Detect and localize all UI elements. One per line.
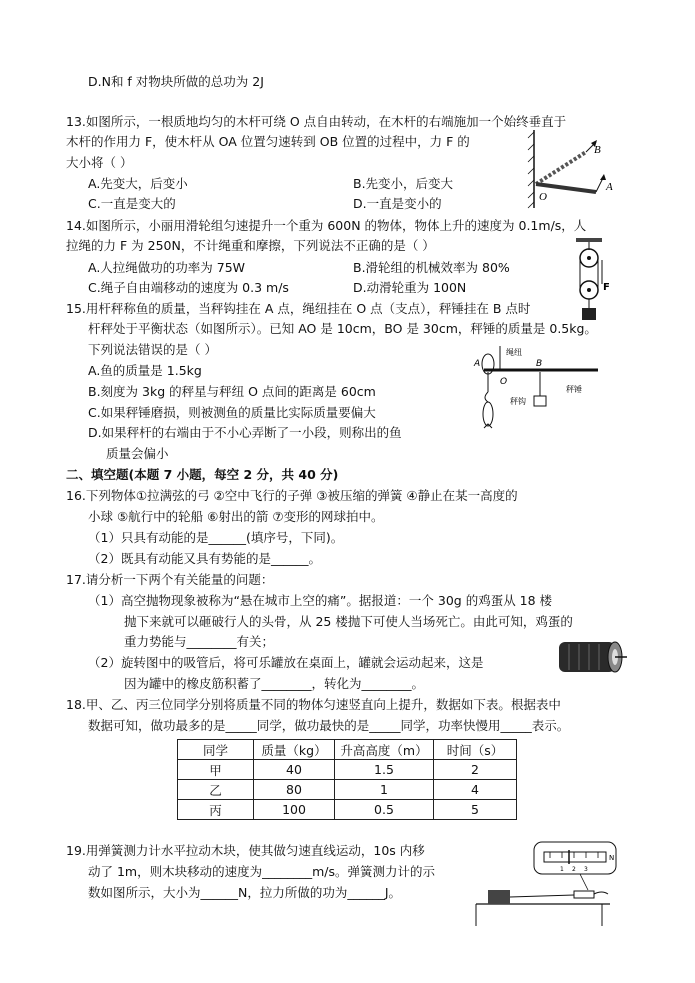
q16-sub-2: （2）既具有动能又具有势能的是______。 [88, 551, 321, 566]
q16-sub-1: （1）只具有动能的是______(填序号，下同)。 [88, 530, 344, 545]
table-cell: 80 [254, 780, 335, 800]
q16-stem-1: 16.下列物体①拉满弦的弓 ②空中飞行的子弹 ③被压缩的弹簧 ④静止在某一高度的 [66, 488, 518, 503]
table-cell: 5 [434, 800, 517, 820]
table-cell: 100 [254, 800, 335, 820]
q14-option-a: A.人拉绳做功的功率为 75W [88, 260, 246, 275]
table-header-cell: 升高高度（m） [335, 740, 434, 760]
table-row [178, 800, 517, 820]
q18-stem-1: 18.甲、乙、丙三位同学分别将质量不同的物体匀速竖直向上提升，数据如下表。根据表中 [66, 697, 561, 712]
q15-label-chenggou: 秤钩 [510, 397, 526, 406]
table-cell: 40 [254, 760, 335, 780]
q15-option-a: A.鱼的质量是 1.5kg [88, 363, 202, 378]
q13-stem-3: 大小将（ ） [66, 155, 133, 170]
q15-option-b: B.刻度为 3kg 的秤星与秤纽 O 点间的距离是 60cm [88, 384, 376, 399]
q15-stem-1: 15.用杆秤称鱼的质量，当秤钩挂在 A 点，绳纽挂在 O 点（支点），秤锤挂在 B 点时 [66, 301, 531, 316]
q15-label-o: O [500, 377, 508, 387]
q13-option-b: B.先变小，后变大 [353, 176, 454, 191]
table-row [178, 760, 517, 780]
q15-option-c: C.如果秤锤磨损，则被测鱼的质量比实际质量要偏大 [88, 405, 376, 420]
q18-stem-2: 数据可知，做功最多的是_____同学，做功最快的是_____同学，功率快慢用_____表示。 [88, 718, 570, 733]
table-cell: 1.5 [335, 760, 434, 780]
prev-option-d: D.N和 f 对物块所做的总功为 2J [88, 74, 264, 89]
table-cell: 乙 [178, 780, 254, 800]
table-cell: 1 [335, 780, 434, 800]
q14-option-d: D.动滑轮重为 100N [353, 280, 467, 295]
q15-label-chengchui: 秤锤 [566, 385, 582, 394]
q19-tick-3: 3 [584, 866, 588, 873]
q15-stem-2: 杆秤处于平衡状态（如图所示）。已知 AO 是 10cm，BO 是 30cm，秤锤的质量是 0.5kg。 [88, 321, 597, 336]
table-cell: 丙 [178, 800, 254, 820]
q14-option-c: C.绳子自由端移动的速度为 0.3 m/s [88, 280, 289, 295]
q14-option-b: B.滑轮组的机械效率为 80% [353, 260, 510, 275]
q18-data-table [177, 739, 517, 820]
table-header-cell: 同学 [178, 740, 254, 760]
q17-p1-line1: （1）高空抛物现象被称为“悬在城市上空的痛”。据报道：一个 30g 的鸡蛋从 18 楼 [88, 593, 553, 608]
q16-stem-2: 小球 ⑤航行中的轮船 ⑥射出的箭 ⑦变形的网球拍中。 [88, 509, 384, 524]
q15-option-d: D.如果秤杆的右端由于不小心弄断了一小段，则称出的鱼 [88, 425, 402, 440]
q19-tick-2: 2 [572, 866, 576, 873]
q17-p2-line1: （2）旋转图中的吸管后，将可乐罐放在桌面上，罐就会运动起来，这是 [88, 655, 484, 670]
table-header-cell: 时间（s） [434, 740, 517, 760]
table-cell: 2 [434, 760, 517, 780]
q19-tick-1: 1 [560, 866, 564, 873]
q13-option-c: C.一直是变大的 [88, 196, 176, 211]
q13-stem-2: 木杆的作用力 F，使木杆从 OA 位置匀速转到 OB 位置的过程中，力 F 的 [66, 134, 470, 149]
q15-label-b: B [536, 359, 543, 369]
section-2-heading: 二、填空题(本题 7 小题，每空 2 分，共 40 分) [66, 467, 339, 482]
q14-stem-2: 拉绳的力 F 为 250N，不计绳重和摩擦，下列说法不正确的是（ ） [66, 238, 435, 253]
q13-option-a: A.先变大，后变小 [88, 176, 188, 191]
q15-label-a: A [474, 359, 481, 369]
table-cell: 0.5 [335, 800, 434, 820]
q14-pulley-figure [570, 238, 610, 324]
q17-p1-line2: 抛下来就可以砸破行人的头骨，从 25 楼抛下可使人当场死亡。由此可知，鸡蛋的 [124, 614, 573, 629]
q13-label-o: O [539, 191, 547, 203]
q13-label-a: A [606, 181, 613, 193]
q14-stem-1: 14.如图所示，小丽用滑轮组匀速提升一个重为 600N 的物体，物体上升的速度为 0.1m/s，人 [66, 218, 587, 233]
q13-lever-figure [526, 128, 618, 212]
q17-p1-line3: 重力势能与________有关； [124, 634, 275, 649]
table-header-row [178, 740, 517, 760]
q19-stem-2: 动了 1m，则木块移动的速度为________m/s。弹簧测力计的示 [88, 864, 436, 879]
q19-spring-scale-figure [470, 838, 620, 930]
q13-stem-1: 13.如图所示，一根质地均匀的木杆可绕 O 点自由转动，在木杆的右端施加一个始终垂直于 [66, 114, 567, 129]
q13-option-d: D.一直是变小的 [353, 196, 442, 211]
q15-stem-3: 下列说法错误的是（ ） [88, 342, 217, 357]
q19-stem-3: 数如图所示，大小为______N，拉力所做的功为______J。 [88, 885, 402, 900]
table-cell: 4 [434, 780, 517, 800]
q15-steelyard-figure [466, 344, 606, 444]
q13-label-b: B [594, 144, 601, 156]
q17-stem: 17.请分析一下两个有关能量的问题： [66, 572, 274, 587]
q19-unit-n: N [609, 854, 615, 862]
q17-can-figure [555, 636, 629, 676]
q15-label-shengniu: 绳纽 [506, 348, 522, 357]
q17-p2-line2: 因为罐中的橡皮筋积蓄了________，转化为________。 [124, 676, 425, 691]
table-cell: 甲 [178, 760, 254, 780]
table-header-cell: 质量（kg） [254, 740, 335, 760]
q15-option-d-cont: 质量会偏小 [106, 446, 169, 461]
table-row [178, 780, 517, 800]
q19-stem-1: 19.用弹簧测力计水平拉动木块，使其做匀速直线运动，10s 内移 [66, 843, 425, 858]
q14-label-f: F [603, 282, 610, 293]
